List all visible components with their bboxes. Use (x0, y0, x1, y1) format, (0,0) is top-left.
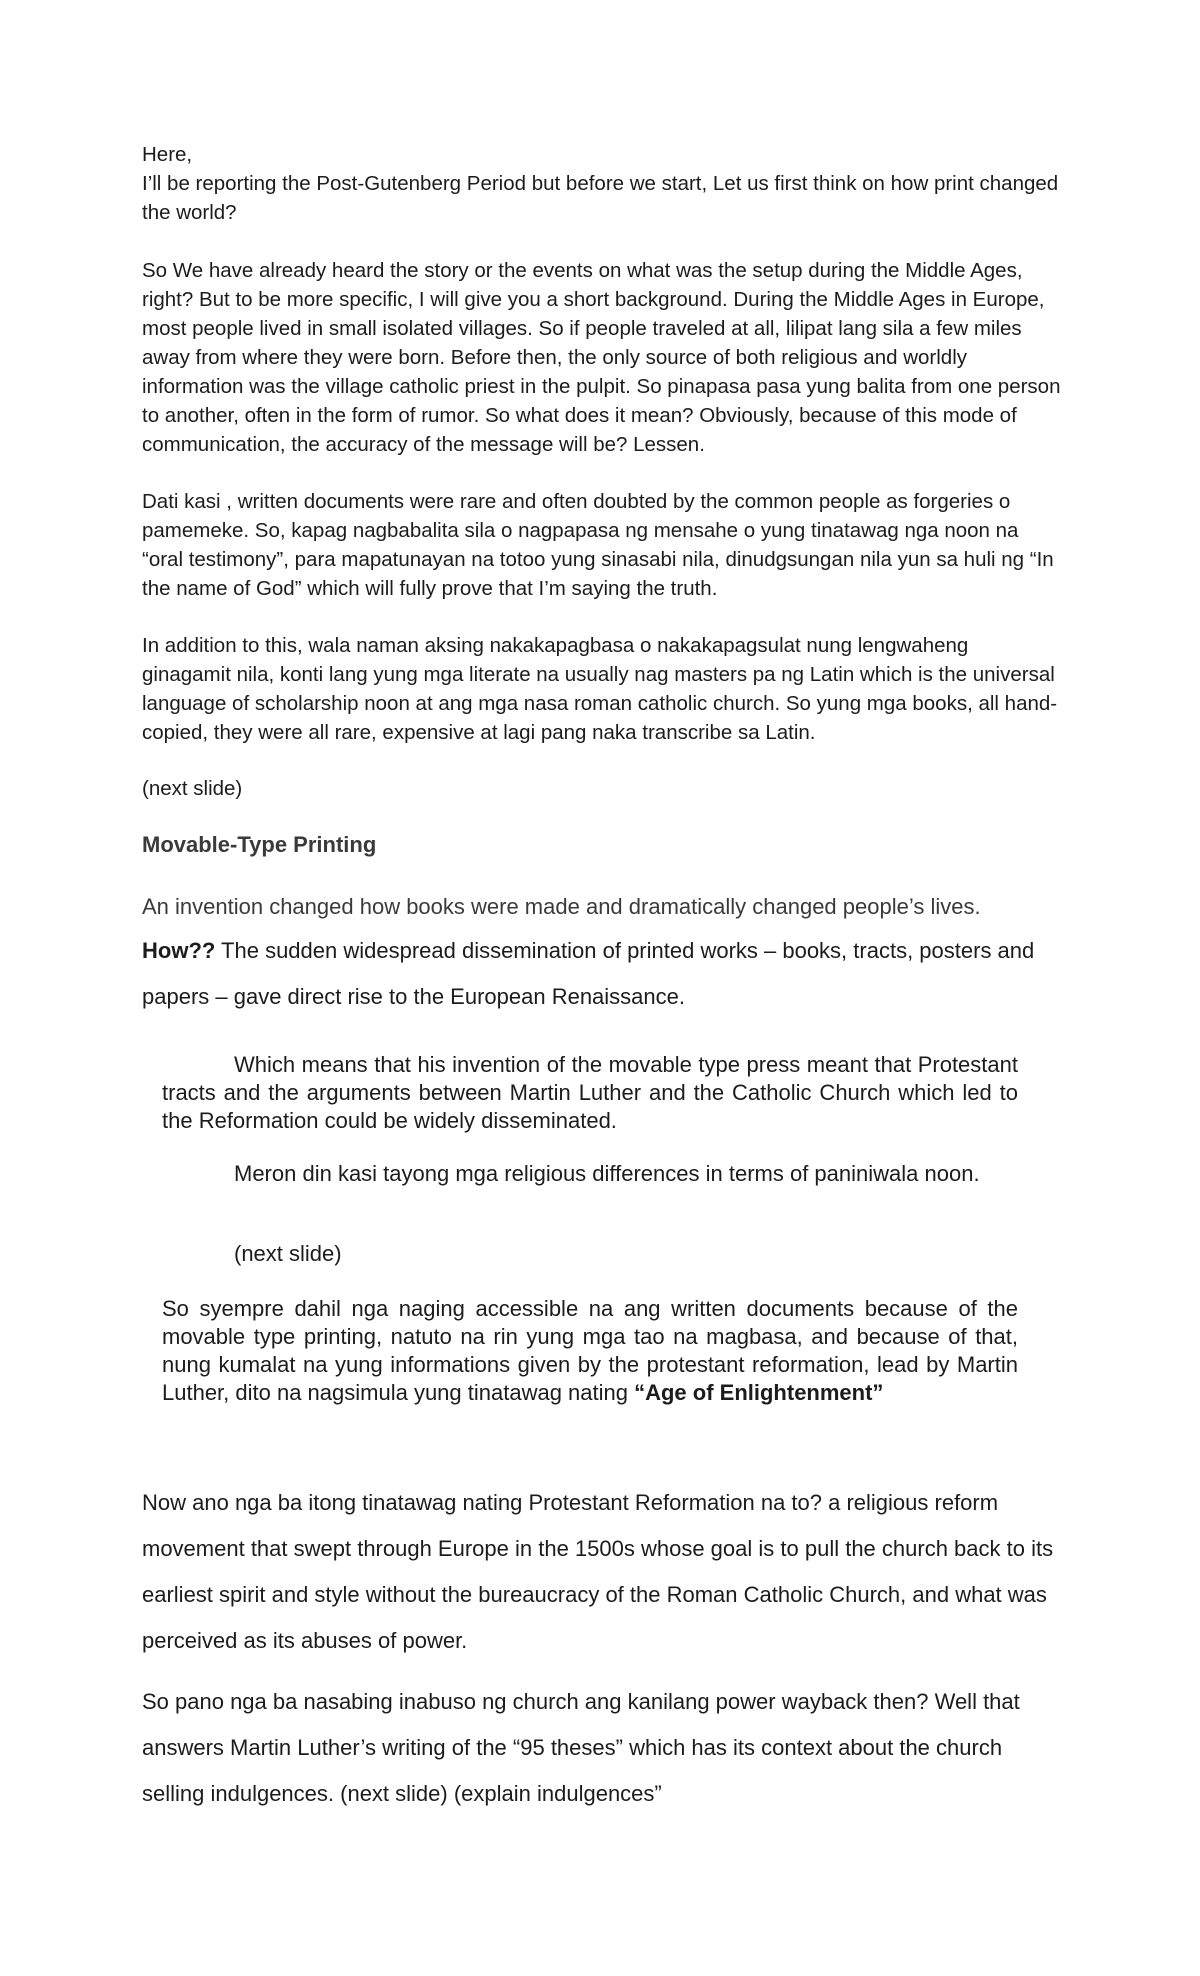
literacy-paragraph: In addition to this, wala naman aksing nakakapagbasa o nakakapagsulat nung lengwaheng ginagamit nila, konti lang yung mga literate na usually nag masters pa ng Latin which is the universal language of scholarship noon at ang mga nasa roman catholic church. So yung mga books, all hand-copied, they were all rare, expensive at lagi pang naka transcribe sa Latin. (142, 634, 1058, 744)
how-label: How?? (142, 938, 216, 963)
greeting: Here, (142, 143, 193, 166)
opening-paragraph (142, 140, 1062, 227)
middle-ages-paragraph: So We have already heard the story or the events on what was the setup during the Middle Ages, right? But to be more specific, I will give you a short background. During the Middle Ages in Europe, most people lived in small isolated villages. So if people traveled at all, lilipat lang sila a few miles away from where they were born. Before then, the only source of both religious and worldly information was the village catholic priest in the pulpit. So pinapasa pasa yung balita from one person to another, often in the form of rumor. So what does it mean? Obviously, because of this mode of communication, the accuracy of the message will be? Lessen. (142, 259, 1061, 456)
next-slide-note: (next slide) (142, 777, 243, 800)
reformation-paragraph: Which means that his invention of the movable type press meant that Protestant tracts and the arguments between Martin Luther and the Catholic Church which led to the Reformation could be widely disseminated. (162, 1052, 1018, 1133)
next-slide-note-indented: (next slide) (234, 1241, 342, 1266)
age-of-enlightenment-term: “Age of Enlightenment” (634, 1380, 884, 1405)
protestant-reformation-paragraph: Now ano nga ba itong tinatawag nating Protestant Reformation na to? a religious reform movement that swept through Europe in the 1500s whose goal is to pull the church back to its earliest spirit and style without the bureaucracy of the Roman Catholic Church, and what was perceived as its abuses of power. (142, 1490, 1054, 1653)
opening-text: I’ll be reporting the Post-Gutenberg Period but before we start, Let us first think on how print changed the world? (142, 172, 1059, 224)
invention-intro: An invention changed how books were made and dramatically changed people’s lives. (142, 894, 981, 919)
how-text: The sudden widespread dissemination of printed works – books, tracts, posters and papers – gave direct rise to the European Renaissance. (142, 938, 1035, 1009)
enlightenment-text: So syempre dahil nga naging accessible na ang written documents because of the movable type printing, natuto na rin yung mga tao na magbasa, and because of that, nung kumalat na yung informations given by the protestant reformation, lead by Martin Luther, dito na nagsimula yung tinatawag nating (162, 1296, 1018, 1405)
indulgences-paragraph: So pano nga ba nasabing inabuso ng church ang kanilang power wayback then? Well that answers Martin Luther’s writing of the “95 theses” which has its context about the church selling indulgences. (next slide) (explain indulgences” (142, 1689, 1020, 1806)
how-paragraph (142, 928, 1062, 1020)
section-heading: Movable-Type Printing (142, 832, 377, 857)
religious-differences-paragraph: Meron din kasi tayong mga religious differences in terms of paniniwala noon. (234, 1161, 980, 1186)
enlightenment-paragraph (162, 1295, 1018, 1407)
written-documents-paragraph: Dati kasi , written documents were rare and often doubted by the common people as forgeries o pamemeke. So, kapag nagbabalita sila o nagpapasa ng mensahe o yung tinatawag nga noon na “oral testimony”, para mapatunayan na totoo yung sinasabi nila, dinudgsungan nila yun sa huli ng “In the name of God” which will fully prove that I’m saying the truth. (142, 490, 1054, 600)
